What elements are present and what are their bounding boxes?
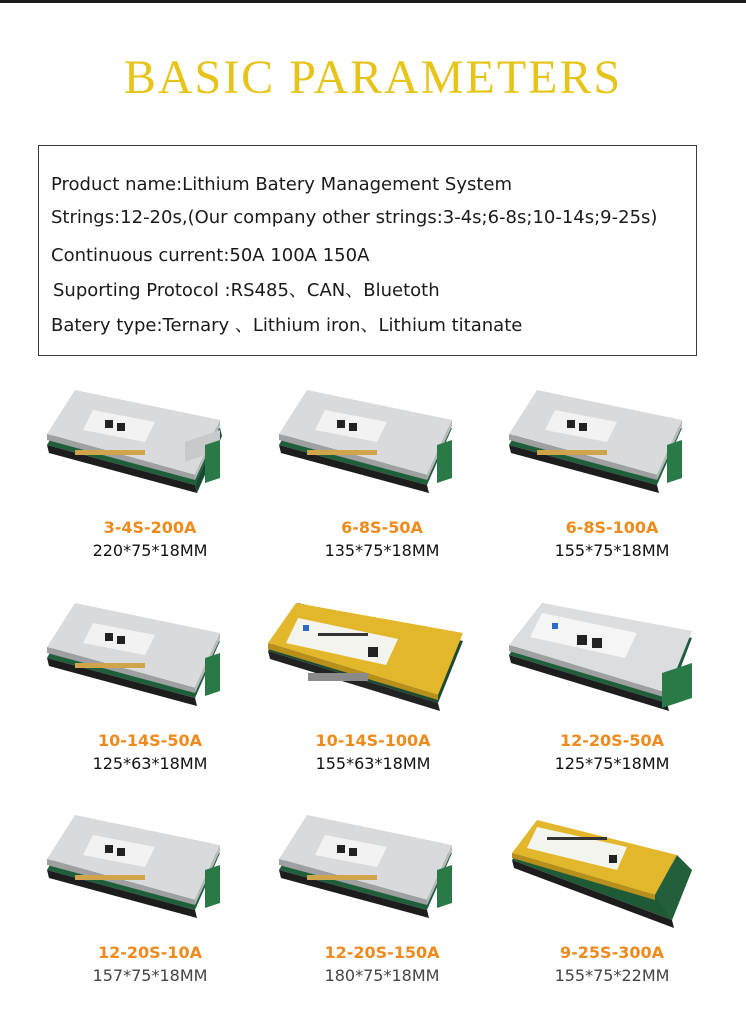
product-card [35,390,265,610]
product-dimensions: 157*75*18MM [92,966,208,985]
param-battery-type: Batery type:Ternary 、Lithium iron、Lithium titanate [51,315,523,336]
param-protocol: Suporting Protocol :RS485、CAN、Bluetoth [53,280,440,301]
product-dimensions: 135*75*18MM [324,541,440,560]
product-card [35,815,265,1035]
param-product-name: Product name:Lithium Batery Management System [51,174,513,195]
product-model: 3-4S-200A [103,518,197,537]
product-model: 6-8S-50A [341,518,423,537]
product-model: 10-14S-50A [98,731,202,750]
product-model: 12-20S-10A [98,943,202,962]
product-dimensions: 125*63*18MM [92,754,208,773]
product-dimensions: 155*75*22MM [554,966,670,985]
bms-board-image [267,815,497,955]
product-model: 10-14S-100A [315,731,431,750]
product-model: 12-20S-50A [560,731,664,750]
product-card [267,390,497,610]
product-card [35,603,265,823]
product-dimensions: 155*63*18MM [315,754,431,773]
top-rule [0,0,746,3]
bms-board-image [267,390,497,530]
bms-board-image [258,603,488,743]
param-strings: Strings:12-20s,(Our company other strings:3-4s;6-8s;10-14s;9-25s) [51,207,658,228]
product-card [258,603,488,823]
product-dimensions: 220*75*18MM [92,541,208,560]
page-title: BASIC PARAMETERS [123,51,623,104]
product-card [267,815,497,1035]
product-dimensions: 125*75*18MM [554,754,670,773]
product-model: 12-20S-150A [324,943,440,962]
param-current: Continuous current:50A 100A 150A [51,245,370,266]
bms-board-image [497,603,727,743]
product-model: 6-8S-100A [565,518,659,537]
product-dimensions: 155*75*18MM [554,541,670,560]
product-card [497,815,727,1035]
bms-board-image [35,815,265,955]
product-card [497,603,727,823]
product-dimensions: 180*75*18MM [324,966,440,985]
parameters-box [38,145,697,356]
bms-board-image [35,603,265,743]
product-model: 9-25S-300A [560,943,664,962]
bms-board-image [497,815,727,955]
bms-board-image [497,390,727,530]
bms-board-image [35,390,265,530]
product-card [497,390,727,610]
